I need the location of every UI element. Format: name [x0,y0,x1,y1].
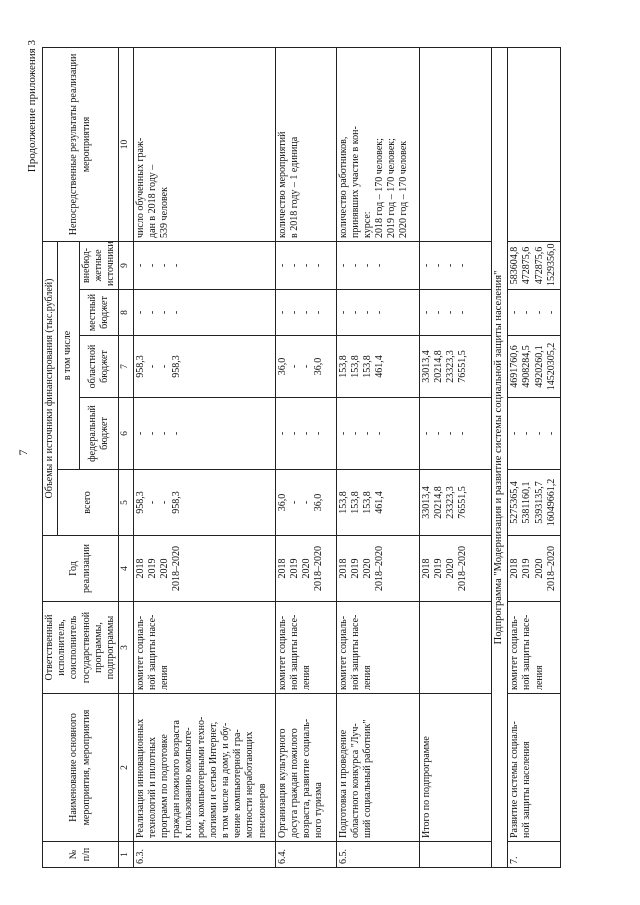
cell-line: 2020 [301,558,313,579]
cell-line: 539 человек [159,187,171,238]
cell-line: - [445,310,457,315]
total-amount [508,470,561,536]
cell-line: - [349,263,361,268]
cell-line: 4920260,1 [533,345,545,388]
header-local: местный бюджет [79,290,119,336]
cell-line: 461,4 [374,491,386,514]
cell-line: ления [301,665,313,690]
extra-budget-amount [275,241,336,289]
cell-line: ления [361,665,373,690]
col-num: 6 [119,398,134,470]
regional-amount [419,336,492,398]
cell-line: 153,8 [337,491,349,514]
cell-line: 2018–2020 [374,546,386,591]
cell-line: досуга граждан пожилого [288,728,300,838]
total-amount [419,470,492,536]
table-row [419,47,492,867]
local-amount [133,290,275,336]
cell-line: - [159,364,171,369]
cell-line: - [301,500,313,505]
cell-line: 5393135,7 [533,481,545,524]
header-funding: Объемы и источники финансирования (тыс.рублей) [43,241,58,535]
extra-budget-amount [419,241,492,289]
direct-results [508,47,561,241]
cell-line: - [301,310,313,315]
cell-line: 153,8 [349,491,361,514]
cell-line: 2019 [349,558,361,579]
cell-line: технологий и пилотных [146,736,158,838]
federal-amount [508,398,561,470]
cell-line: - [171,263,183,268]
cell-line: - [146,310,158,315]
continuation-label: Продолжение приложения 3 [26,40,38,173]
cell-line: 2018 [337,558,349,579]
cell-line: ления [533,665,545,690]
responsible-executor [508,602,561,694]
regional-amount [275,336,336,398]
col-num: 8 [119,290,134,336]
direct-results [275,47,336,241]
cell-line: курсе: [361,211,373,238]
cell-line: - [337,431,349,436]
direct-results [419,47,492,241]
cell-line: - [134,310,146,315]
cell-line: - [146,263,158,268]
cell-line: 36,0 [313,357,325,376]
cell-line: ной защиты насе- [288,614,300,690]
cell-line: ной защиты насе- [521,614,533,690]
cell-line: - [134,263,146,268]
header-total: всего [58,470,119,536]
cell-line: - [545,310,557,315]
cell-line: - [349,310,361,315]
col-num: 1 [119,842,134,868]
cell-line: - [509,310,521,315]
col-num: 4 [119,536,134,602]
local-amount [275,290,336,336]
local-amount [336,290,419,336]
cell-line: 4691760,6 [509,345,521,388]
cell-line: - [420,263,432,268]
cell-line: в том числе на дому, и обу- [220,722,232,838]
col-num: 5 [119,470,134,536]
cell-line: 2019 [146,558,158,579]
header-name: Наименование основного мероприятия, мероприятия [43,694,119,842]
cell-line: - [521,431,533,436]
cell-line: 2018–2020 [457,546,469,591]
cell-line: 958,3 [171,355,183,378]
page-number: 7 [16,449,30,456]
cell-line: в 2018 году – 1 единица [288,136,300,238]
header-regional: областной бюджет [79,336,119,398]
cell-line: - [361,263,373,268]
cell-line: 76551,5 [457,486,469,519]
col-num: 2 [119,694,134,842]
cell-line: 2019 год – 170 человек; [386,138,398,238]
cell-line: - [432,431,444,436]
header-incl: в том числе [58,241,79,469]
cell-line: мотности неработающих [244,731,256,838]
cell-line: 2018–2020 [171,546,183,591]
cell-line: - [420,431,432,436]
years [133,536,275,602]
federal-amount [275,398,336,470]
years [508,536,561,602]
responsible-executor [419,602,492,694]
cell-line: - [337,263,349,268]
table-row [336,47,419,867]
direct-results [133,47,275,241]
table-row [508,47,561,867]
extra-budget-amount [508,241,561,289]
cell-line: 2018 [509,558,521,579]
cell-line: программ по подготовке [159,734,171,838]
cell-line: - [301,431,313,436]
measure-name [419,694,492,842]
header-no: № п/п [43,842,119,868]
cell-line: комитет социаль- [509,615,521,690]
cell-line: - [146,431,158,436]
cell-line: возраста, развитие социаль- [301,718,313,838]
cell-line: - [349,431,361,436]
cell-line: - [276,431,288,436]
cell-line: - [361,431,373,436]
cell-line: ром, компьютерными техно- [195,716,207,838]
header-extra: внебюд-жетные источники [79,241,119,289]
header-responsible: Ответственный исполнитель, соисполнитель государственной программы, подпрограммы [43,602,119,694]
cell-line: Подготовка и проведение [337,729,349,838]
cell-line: - [288,364,300,369]
cell-line: - [521,310,533,315]
cell-line: 2020 [445,558,457,579]
extra-budget-amount [133,241,275,289]
total-amount [336,470,419,536]
measure-name [508,694,561,842]
subprogram-title: Подпрограмма "Модернизация и развитие системы социальной защиты населения" [492,47,508,867]
measure-name [275,694,336,842]
cell-line: Организация культурного [276,728,288,838]
cell-line: ления [159,665,171,690]
federal-amount [336,398,419,470]
cell-line: 2018 [276,558,288,579]
cell-line: ной защиты насе- [146,614,158,690]
table-row [275,47,336,867]
cell-line: ший социальный работник" [361,719,373,838]
cell-line: 2020 год – 170 человек [398,140,410,238]
cell-line: 2018 год – 170 человек; [374,138,386,238]
cell-line: комитет социаль- [276,615,288,690]
cell-line: 2018 [420,558,432,579]
total-amount [275,470,336,536]
cell-line: - [374,431,386,436]
cell-line: 33013,4 [420,350,432,383]
measure-name [133,694,275,842]
cell-line: 36,0 [313,493,325,512]
responsible-executor [336,602,419,694]
regional-amount [133,336,275,398]
cell-line: количество мероприятий [276,131,288,238]
measure-name [336,694,419,842]
cell-line: к пользованию компьюте- [183,727,195,838]
cell-line: 958,3 [171,491,183,514]
header-year: Год реализации [43,536,119,602]
cell-line: - [159,263,171,268]
cell-line: - [509,431,521,436]
cell-line: - [445,263,457,268]
cell-line: - [545,431,557,436]
federal-amount [133,398,275,470]
local-amount [419,290,492,336]
extra-budget-amount [336,241,419,289]
years [275,536,336,602]
cell-line: областного конкурса "Луч- [349,723,361,838]
responsible-executor [133,602,275,694]
cell-line: - [457,310,469,315]
cell-line: - [420,310,432,315]
cell-line: - [432,310,444,315]
cell-line: 153,8 [349,355,361,378]
cell-line: 2018–2020 [313,546,325,591]
cell-line: Реализация инновационных [134,718,146,838]
cell-line: логиями и сетью Интернет, [207,721,219,838]
cell-line: - [171,310,183,315]
cell-line: - [374,310,386,315]
federal-amount [419,398,492,470]
cell-line: 461,4 [374,355,386,378]
cell-line: - [313,431,325,436]
cell-line: - [276,310,288,315]
cell-line: - [301,263,313,268]
cell-line: - [432,263,444,268]
cell-line: - [288,310,300,315]
cell-line: - [533,431,545,436]
cell-line: комитет социаль- [337,615,349,690]
responsible-executor [275,602,336,694]
cell-line: 76551,5 [457,350,469,383]
cell-line: 153,8 [337,355,349,378]
cell-line: 2020 [533,558,545,579]
cell-line: ной защиты насе- [349,614,361,690]
cell-line: - [361,310,373,315]
col-num: 9 [119,241,134,289]
cell-line: - [276,263,288,268]
cell-line: граждан пожилого возраста [171,720,183,838]
cell-line: - [134,431,146,436]
cell-line: - [159,310,171,315]
cell-line: 20214,8 [432,350,444,383]
cell-line: 583604,8 [509,246,521,285]
cell-line: количество работников, [337,136,349,238]
cell-line: 2020 [159,558,171,579]
years [336,536,419,602]
cell-line: Развитие системы социаль- [509,721,521,838]
cell-line: чение компьютерной гра- [232,729,244,838]
cell-line: 2018–2020 [545,546,557,591]
row-number: 7. [508,842,561,868]
cell-line: - [171,431,183,436]
funding-table [42,47,561,868]
subprogram-row [492,47,508,867]
cell-line: 2018 [134,558,146,579]
cell-line: 5275365,4 [509,481,521,524]
row-number: 6.5. [336,842,419,868]
cell-line: комитет социаль- [134,615,146,690]
cell-line: 2019 [521,558,533,579]
regional-amount [508,336,561,398]
cell-line: ного туризма [313,782,325,838]
total-amount [133,470,275,536]
cell-line: - [288,263,300,268]
cell-line: 2020 [361,558,373,579]
local-amount [508,290,561,336]
cell-line: дан в 2018 году – [146,164,158,238]
cell-line: 14520305,2 [545,342,557,391]
cell-line: 23323,3 [445,350,457,383]
header-federal: федеральный бюджет [79,398,119,470]
cell-line: Итого по подпрограмме [420,736,432,838]
table-row [133,47,275,867]
row-number: 6.3. [133,842,275,868]
cell-line: 958,3 [134,491,146,514]
column-numbers-row [119,47,134,867]
cell-line: 5381160,1 [521,481,533,524]
col-num: 10 [119,47,134,241]
regional-amount [336,336,419,398]
cell-line: ной защиты населения [521,741,533,838]
cell-line: 4908284,5 [521,345,533,388]
years [419,536,492,602]
cell-line: - [159,431,171,436]
cell-line: 36,0 [276,357,288,376]
cell-line: 1529356,0 [545,243,557,286]
cell-line: число обученных граж- [134,137,146,238]
cell-line: 958,3 [134,355,146,378]
cell-line: - [146,500,158,505]
cell-line: 23323,3 [445,486,457,519]
cell-line: 472875,6 [521,246,533,285]
cell-line: - [533,310,545,315]
cell-line: принявших участие в кон- [349,126,361,238]
cell-line: 33013,4 [420,486,432,519]
cell-line: - [457,431,469,436]
cell-line: 472875,6 [533,246,545,285]
cell-line: - [374,263,386,268]
cell-line: - [288,500,300,505]
cell-line: - [313,310,325,315]
row-number [419,842,492,868]
col-num: 7 [119,336,134,398]
cell-line: 153,8 [361,355,373,378]
cell-line: - [301,364,313,369]
direct-results [336,47,419,241]
cell-line: - [146,364,158,369]
cell-line: пенсионеров [256,783,268,838]
row-number: 6.4. [275,842,336,868]
cell-line: 20214,8 [432,486,444,519]
cell-line: 153,8 [361,491,373,514]
cell-line: - [159,500,171,505]
cell-line: 16049661,2 [545,478,557,527]
cell-line: - [337,310,349,315]
col-num: 3 [119,602,134,694]
header-results: Непосредственные результаты реализации мероприятия [43,47,119,241]
cell-line: - [288,431,300,436]
cell-line: 36,0 [276,493,288,512]
cell-line: - [313,263,325,268]
cell-line: - [445,431,457,436]
cell-line: - [457,263,469,268]
cell-line: 2019 [432,558,444,579]
cell-line: 2019 [288,558,300,579]
